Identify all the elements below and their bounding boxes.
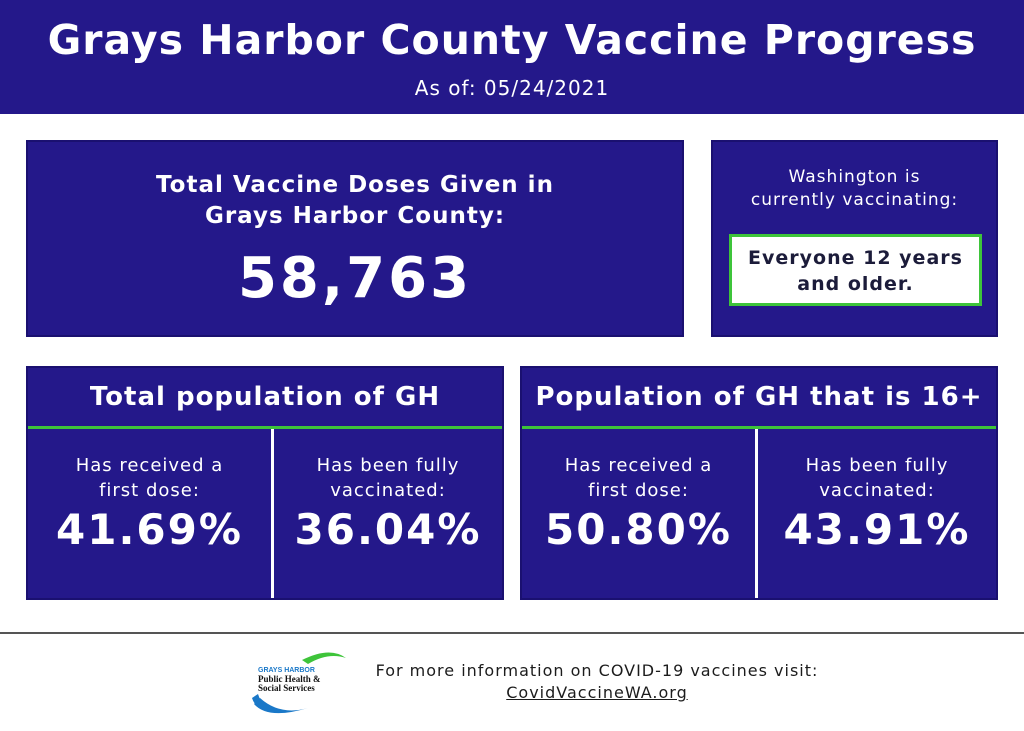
page-title: Grays Harbor County Vaccine Progress xyxy=(47,16,977,64)
washington-label-line1: Washington is xyxy=(788,167,921,187)
footer-info xyxy=(372,660,822,704)
16-plus-first-dose-cell xyxy=(522,429,755,598)
as-of-date: As of: 05/24/2021 xyxy=(414,76,610,100)
footer-info-text: For more information on COVID-19 vaccines visit: xyxy=(375,661,819,680)
total-population-title: Total population of GH xyxy=(89,382,441,412)
first-dose-label-line2: first dose: xyxy=(588,480,689,501)
fully-vaccinated-label xyxy=(274,453,502,503)
total-doses-label-line1: Total Vaccine Doses Given in xyxy=(156,172,554,198)
first-dose-label-line2: first dose: xyxy=(99,480,200,501)
logo-text-line3: Social Services xyxy=(258,683,315,693)
total-first-dose-value: 41.69% xyxy=(56,505,243,554)
total-doses-label-line2: Grays Harbor County: xyxy=(204,203,506,229)
fully-vaccinated-label-line1: Has been fully xyxy=(316,455,460,476)
16-plus-fully-vaccinated-value: 43.91% xyxy=(783,505,971,554)
eligibility-status-line2: and older. xyxy=(797,273,914,295)
fully-vaccinated-label xyxy=(758,453,996,503)
washington-eligibility-panel xyxy=(711,140,998,337)
first-dose-label xyxy=(522,453,755,503)
fully-vaccinated-label-line2: vaccinated: xyxy=(330,480,446,501)
16-plus-first-dose-value: 50.80% xyxy=(545,505,732,554)
eligibility-status-line1: Everyone 12 years xyxy=(748,247,963,269)
population-16-plus-title: Population of GH that is 16+ xyxy=(535,382,983,412)
covid-vaccine-wa-link[interactable]: CovidVaccineWA.org xyxy=(506,683,688,702)
washington-label-line2: currently vaccinating: xyxy=(750,190,959,210)
total-doses-label xyxy=(28,170,682,232)
eligibility-status-box xyxy=(729,234,982,306)
first-dose-label-line1: Has received a xyxy=(564,455,713,476)
total-fully-vaccinated-cell xyxy=(274,429,502,598)
grays-harbor-logo-icon xyxy=(250,646,350,716)
fully-vaccinated-label-line1: Has been fully xyxy=(805,455,949,476)
total-population-panel xyxy=(26,366,504,600)
total-fully-vaccinated-value: 36.04% xyxy=(294,505,482,554)
total-first-dose-cell xyxy=(28,429,271,598)
footer-rule xyxy=(0,632,1024,634)
population-16-plus-panel xyxy=(520,366,998,600)
16-plus-fully-vaccinated-cell xyxy=(758,429,996,598)
first-dose-label xyxy=(28,453,271,503)
logo-text-line2: Public Health & xyxy=(258,674,321,684)
total-doses-value: 58,763 xyxy=(237,246,473,311)
fully-vaccinated-label-line2: vaccinated: xyxy=(819,480,935,501)
logo-text-line1: GRAYS HARBOR xyxy=(258,667,315,674)
total-doses-panel xyxy=(26,140,684,337)
washington-label xyxy=(713,166,996,212)
first-dose-label-line1: Has received a xyxy=(75,455,224,476)
header-banner xyxy=(0,0,1024,114)
